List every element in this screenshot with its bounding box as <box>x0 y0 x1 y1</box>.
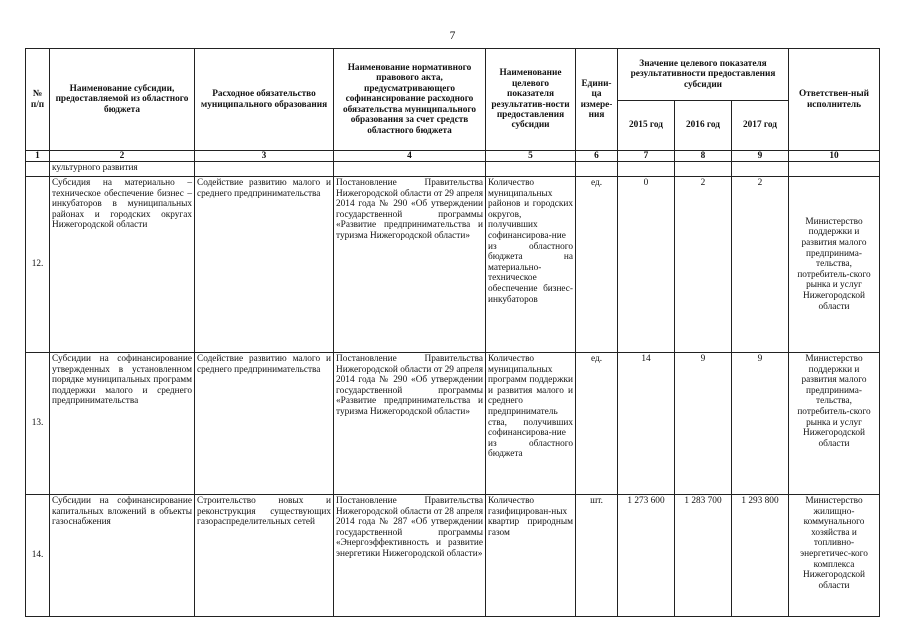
column-number: 6 <box>576 151 618 162</box>
header-unit: Едини-ца измере-ния <box>576 49 618 151</box>
subsidy-name: Субсидии на софинансирование капитальных вложений в объекты газоснабжения <box>50 495 195 617</box>
value-2017: 1 293 800 <box>732 495 789 617</box>
unit: ед. <box>576 353 618 495</box>
indicator: Количество муниципальных программ поддержки и развития малого и среднего предприниматель ства, получивших софинансирова-ние из областного бюджета <box>486 353 576 495</box>
continuation-row <box>26 162 880 177</box>
value-2015: 1 273 600 <box>618 495 675 617</box>
column-number: 1 <box>26 151 50 162</box>
header-indicator: Наименование целевого показателя результатив-ности предоставления субсидии <box>486 49 576 151</box>
obligation: Строительство новых и реконструкция существующих газораспределительных сетей <box>195 495 334 617</box>
value-2017: 9 <box>732 353 789 495</box>
subsidy-table <box>25 48 880 617</box>
responsible: Министерство поддержки и развития малого предпринима-тельства, потребитель-ского рынка и услуг Нижегородской области <box>789 177 880 353</box>
value-2015: 0 <box>618 177 675 353</box>
column-number: 4 <box>334 151 486 162</box>
header-year-2016: 2016 год <box>675 101 732 151</box>
header-act: Наименование нормативного правового акта, предусматривающего софинансирование расходного обязательства муниципального образования за счет средств областного бюджета <box>334 49 486 151</box>
table-row <box>26 177 880 353</box>
column-number: 8 <box>675 151 732 162</box>
legal-act: Постановление Правительства Нижегородской области от 28 апреля 2014 года № 287 «Об утверждении государственной программы «Энергоэффективность и развитие энергетики Нижегородской области» <box>334 495 486 617</box>
header-obligation: Расходное обязательство муниципального образования <box>195 49 334 151</box>
subsidy-name: Субсидия на материально – техническое обеспечение бизнес – инкубаторов в муниципальных районах и городских округах Нижегородской области <box>50 177 195 353</box>
row-number: 12. <box>26 177 50 353</box>
row-number: 14. <box>26 495 50 617</box>
indicator: Количество газифицирован-ных квартир природным газом <box>486 495 576 617</box>
value-2016: 2 <box>675 177 732 353</box>
column-number: 9 <box>732 151 789 162</box>
continuation-text: культурного развития <box>50 162 195 177</box>
column-number: 7 <box>618 151 675 162</box>
responsible: Министерство жилищно-коммунального хозяйства и топливно-энергетичес-кого комплекса Нижегородской области <box>789 495 880 617</box>
table-row <box>26 495 880 617</box>
header-responsible: Ответствен-ный исполнитель <box>789 49 880 151</box>
column-number: 5 <box>486 151 576 162</box>
header-year-2017: 2017 год <box>732 101 789 151</box>
header-year-2015: 2015 год <box>618 101 675 151</box>
unit: шт. <box>576 495 618 617</box>
row-number: 13. <box>26 353 50 495</box>
column-number: 10 <box>789 151 880 162</box>
unit: ед. <box>576 177 618 353</box>
legal-act: Постановление Правительства Нижегородской области от 29 апреля 2014 года № 290 «Об утверждении государственной программы «Развитие предпринимательства и туризма Нижегородской области» <box>334 353 486 495</box>
page-number: 7 <box>449 30 456 42</box>
column-number: 2 <box>50 151 195 162</box>
obligation: Содействие развитию малого и среднего предпринимательства <box>195 353 334 495</box>
indicator: Количество муниципальных районов и городских округов, получивших софинансирова-ние из областного бюджета на материально-техническое обеспечение бизнес-инкубаторов <box>486 177 576 353</box>
column-number-row <box>26 151 880 162</box>
value-2017: 2 <box>732 177 789 353</box>
column-number: 3 <box>195 151 334 162</box>
header-name: Наименование субсидии, предоставляемой из областного бюджета <box>50 49 195 151</box>
subsidy-name: Субсидии на софинансирование утвержденных в установленном порядке муниципальных программ поддержки малого и среднего предпринимательства <box>50 353 195 495</box>
value-2016: 9 <box>675 353 732 495</box>
header-num: № п/п <box>26 49 50 151</box>
header-target-values: Значение целевого показателя результативности предоставления субсидии <box>618 49 789 101</box>
table-row <box>26 353 880 495</box>
value-2015: 14 <box>618 353 675 495</box>
value-2016: 1 283 700 <box>675 495 732 617</box>
responsible: Министерство поддержки и развития малого предпринима-тельства, потребитель-ского рынка и услуг Нижегородской области <box>789 353 880 495</box>
obligation: Содействие развитию малого и среднего предпринимательства <box>195 177 334 353</box>
legal-act: Постановление Правительства Нижегородской области от 29 апреля 2014 года № 290 «Об утверждении государственной программы «Развитие предпринимательства и туризма Нижегородской области» <box>334 177 486 353</box>
